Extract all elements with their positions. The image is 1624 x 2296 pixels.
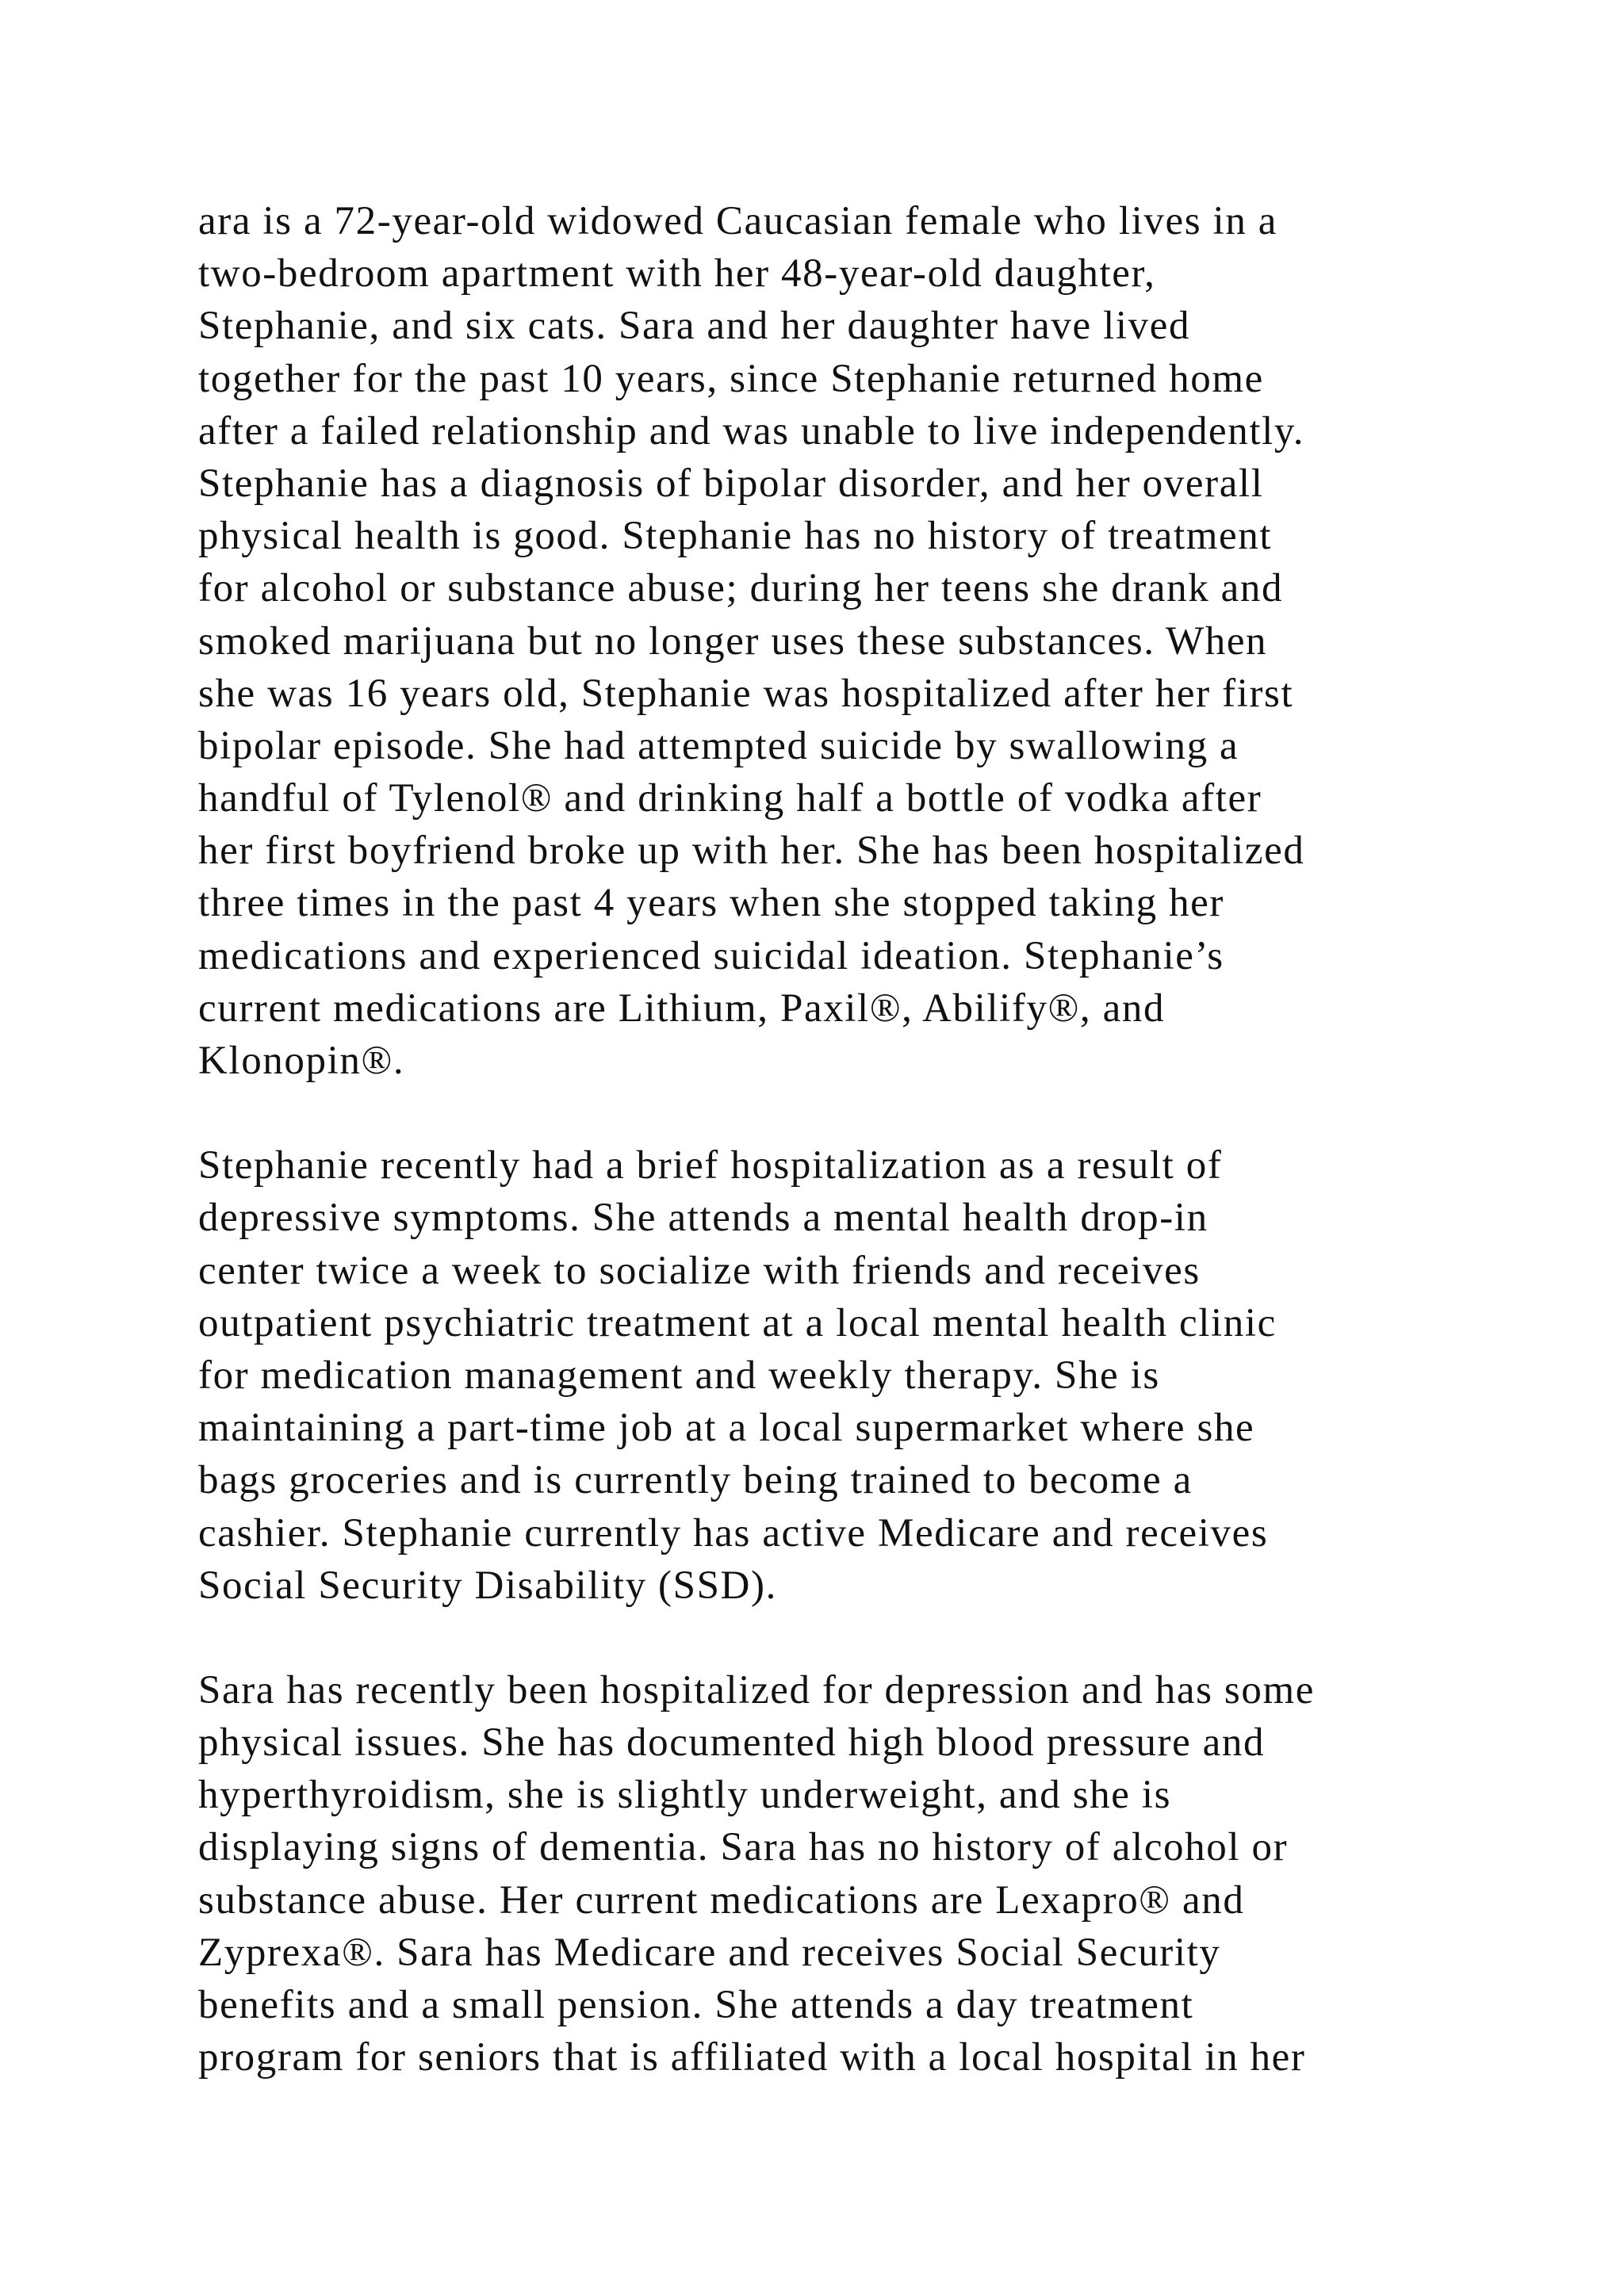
paragraph-1	[198, 195, 1467, 1087]
text-line: for medication management and weekly therapy. She is	[198, 1353, 1160, 1398]
text-line: substance abuse. Her current medications are Lexapro® and	[198, 1877, 1245, 1923]
text-line: her first boyfriend broke up with her. She has been hospitalized	[198, 828, 1305, 874]
text-line: displaying signs of dementia. Sara has no history of alcohol or	[198, 1825, 1289, 1870]
text-line: benefits and a small pension. She attends a day treatment	[198, 1983, 1194, 2027]
text-line: Stephanie, and six cats. Sara and her daughter have lived	[198, 304, 1191, 349]
text-line: maintaining a part-time job at a local supermarket where she	[198, 1406, 1255, 1451]
text-line: Zyprexa®. Sara has Medicare and receives Social Security	[198, 1930, 1221, 1975]
paragraph-3	[198, 1664, 1467, 2084]
text-line: physical issues. She has documented high blood pressure and	[198, 1720, 1266, 1766]
text-line: together for the past 10 years, since Stephanie returned home	[198, 356, 1264, 401]
text-line: ara is a 72-year-old widowed Caucasian female who lives in a	[198, 199, 1278, 243]
text-line: cashier. Stephanie currently has active Medicare and receives	[198, 1510, 1269, 1556]
document-body	[198, 195, 1467, 2136]
text-line: Klonopin®.	[198, 1039, 405, 1083]
text-line: two-bedroom apartment with her 48-year-old daughter,	[198, 251, 1156, 297]
text-line: after a failed relationship and was unable to live independently.	[198, 408, 1305, 453]
text-line: Stephanie recently had a brief hospitalization as a result of	[198, 1143, 1223, 1188]
text-line: three times in the past 4 years when she stopped taking her	[198, 881, 1224, 926]
text-line: physical health is good. Stephanie has no history of treatment	[198, 514, 1273, 559]
text-line: hyperthyroidism, she is slightly underweight, and she is	[198, 1773, 1172, 1818]
text-line: bags groceries and is currently being trained to become a	[198, 1458, 1193, 1503]
text-line: outpatient psychiatric treatment at a local mental health clinic	[198, 1300, 1277, 1345]
text-line: handful of Tylenol® and drinking half a bottle of vodka after	[198, 776, 1262, 821]
paragraph-2	[198, 1139, 1467, 1612]
text-line: bipolar episode. She had attempted suicide by swallowing a	[198, 723, 1239, 768]
text-line: depressive symptoms. She attends a mental health drop-in	[198, 1196, 1208, 1241]
text-line: she was 16 years old, Stephanie was hospitalized after her first	[198, 671, 1294, 716]
text-line: current medications are Lithium, Paxil®, Abilify®, and	[198, 985, 1166, 1031]
text-line: Stephanie has a diagnosis of bipolar disorder, and her overall	[198, 461, 1264, 506]
text-line: program for seniors that is affiliated with a local hospital in her	[198, 2035, 1306, 2080]
text-line: Social Security Disability (SSD).	[198, 1563, 777, 1608]
text-line: medications and experienced suicidal ideation. Stephanie’s	[198, 933, 1224, 978]
text-line: for alcohol or substance abuse; during her teens she drank and	[198, 566, 1284, 611]
text-line: center twice a week to socialize with friends and receives	[198, 1248, 1201, 1293]
text-line: Sara has recently been hospitalized for depression and has some	[198, 1667, 1315, 1712]
text-line: smoked marijuana but no longer uses these substances. When	[198, 618, 1268, 664]
